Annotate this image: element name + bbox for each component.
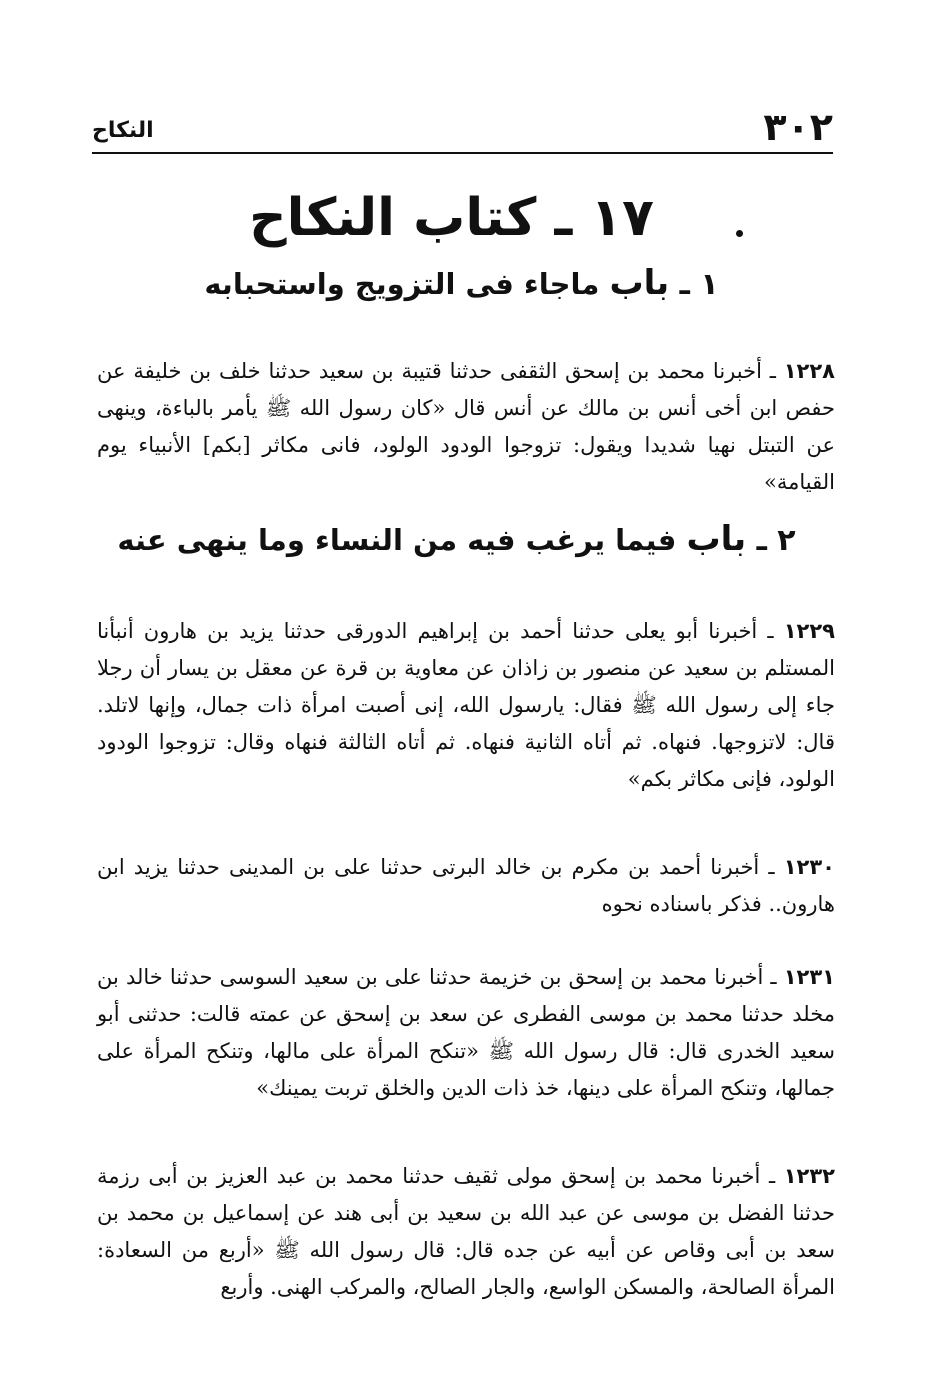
hadith-text: ـ أخبرنا أبو يعلى حدثنا أحمد بن إبراهيم الدورقى حدثنا يزيد بن هارون أنبأنا المستلم بن سعيد عن منصور بن زاذان عن معاوية بن قرة عن معقل بن يسار أن رجلا جاء إلى رسول الله ﷺ فقال: يارسول الله، إنى أصبت امرأة ذات جمال، وإنها لاتلد. قال: لاتزوجها. فنهاه. ثم أتاه الثانية فنهاه. ثم أتاه الثالثة فنهاه وقال: تزوجوا الودود الولود، فإنى مكاثر بكم» [97, 619, 835, 791]
hadith-text: ـ أخبرنا محمد بن إسحق بن خزيمة حدثنا على بن سعيد السوسى حدثنا خالد بن مخلد حدثنا محمد بن موسى الفطرى عن سعد بن إسحق عن عمته قالت: حدثنى أبو سعيد الخدرى قال: قال رسول الله ﷺ «تنكح المرأة على مالها، وتنكح المرأة على جمالها، وتنكح المرأة على دينها، خذ ذات الدين والخلق تربت يمينك» [97, 965, 835, 1100]
chapter-number: ٢ ـ [746, 523, 796, 558]
chapter-bab-word: باب [686, 519, 747, 559]
hadith-text: ـ أخبرنا محمد بن إسحق الثقفى حدثنا قتيبة بن سعيد حدثنا خلف بن خليفة عن حفص ابن أخى أنس بن مالك عن أنس قال «كان رسول الله ﷺ يأمر بالباءة، وينهى عن التبتل نهيا شديدا ويقول: تزوجوا الودود الولود، فانى مكاثر [بكم] الأنبياء يوم القيامة» [97, 359, 835, 494]
hadith-number: ١٢٢٩ [783, 619, 835, 643]
hadith-number: ١٢٢٨ [783, 359, 835, 383]
hadith-paragraph [97, 959, 835, 1107]
hadith-text: ـ أخبرنا أحمد بن مكرم بن خالد البرتى حدثنا على بن المدينى حدثنا يزيد ابن هارون.. فذكر باسناده نحوه [97, 855, 835, 916]
hadith-paragraph [97, 849, 835, 923]
page-header [92, 100, 833, 154]
book-title: ١٧ ـ كتاب النكاح [249, 188, 654, 248]
hadith-paragraph [97, 613, 835, 798]
chapter-title: فيما يرغب فيه من النساء وما ينهى عنه [117, 523, 687, 557]
hadith-number: ١٢٣١ [783, 965, 835, 989]
page-number: ٣٠٢ [763, 105, 833, 149]
chapter-heading-1 [0, 263, 943, 303]
hadith-number: ١٢٣٢ [783, 1164, 835, 1188]
chapter-number: ١ ـ [669, 267, 719, 302]
hadith-paragraph [97, 353, 835, 501]
chapter-title: ماجاء فى التزويج واستحبابه [204, 267, 610, 301]
chapter-heading-2 [0, 519, 943, 559]
hadith-paragraph [97, 1158, 835, 1306]
running-title: النكاح [92, 118, 154, 143]
hadith-number: ١٢٣٠ [783, 855, 835, 879]
chapter-bab-word: باب [609, 263, 670, 303]
dot-mark [736, 230, 743, 237]
hadith-text: ـ أخبرنا محمد بن إسحق مولى ثقيف حدثنا محمد بن عبد العزيز بن أبى رزمة حدثنا الفضل بن موسى عن عبد الله بن سعيد بن أبى هند عن إسماعيل بن محمد بن سعد بن أبى وقاص عن أبيه عن جده قال: قال رسول الله ﷺ «أربع من السعادة: المرأة الصالحة، والمسكن الواسع، والجار الصالح، والمركب الهنى. وأربع [97, 1164, 835, 1299]
